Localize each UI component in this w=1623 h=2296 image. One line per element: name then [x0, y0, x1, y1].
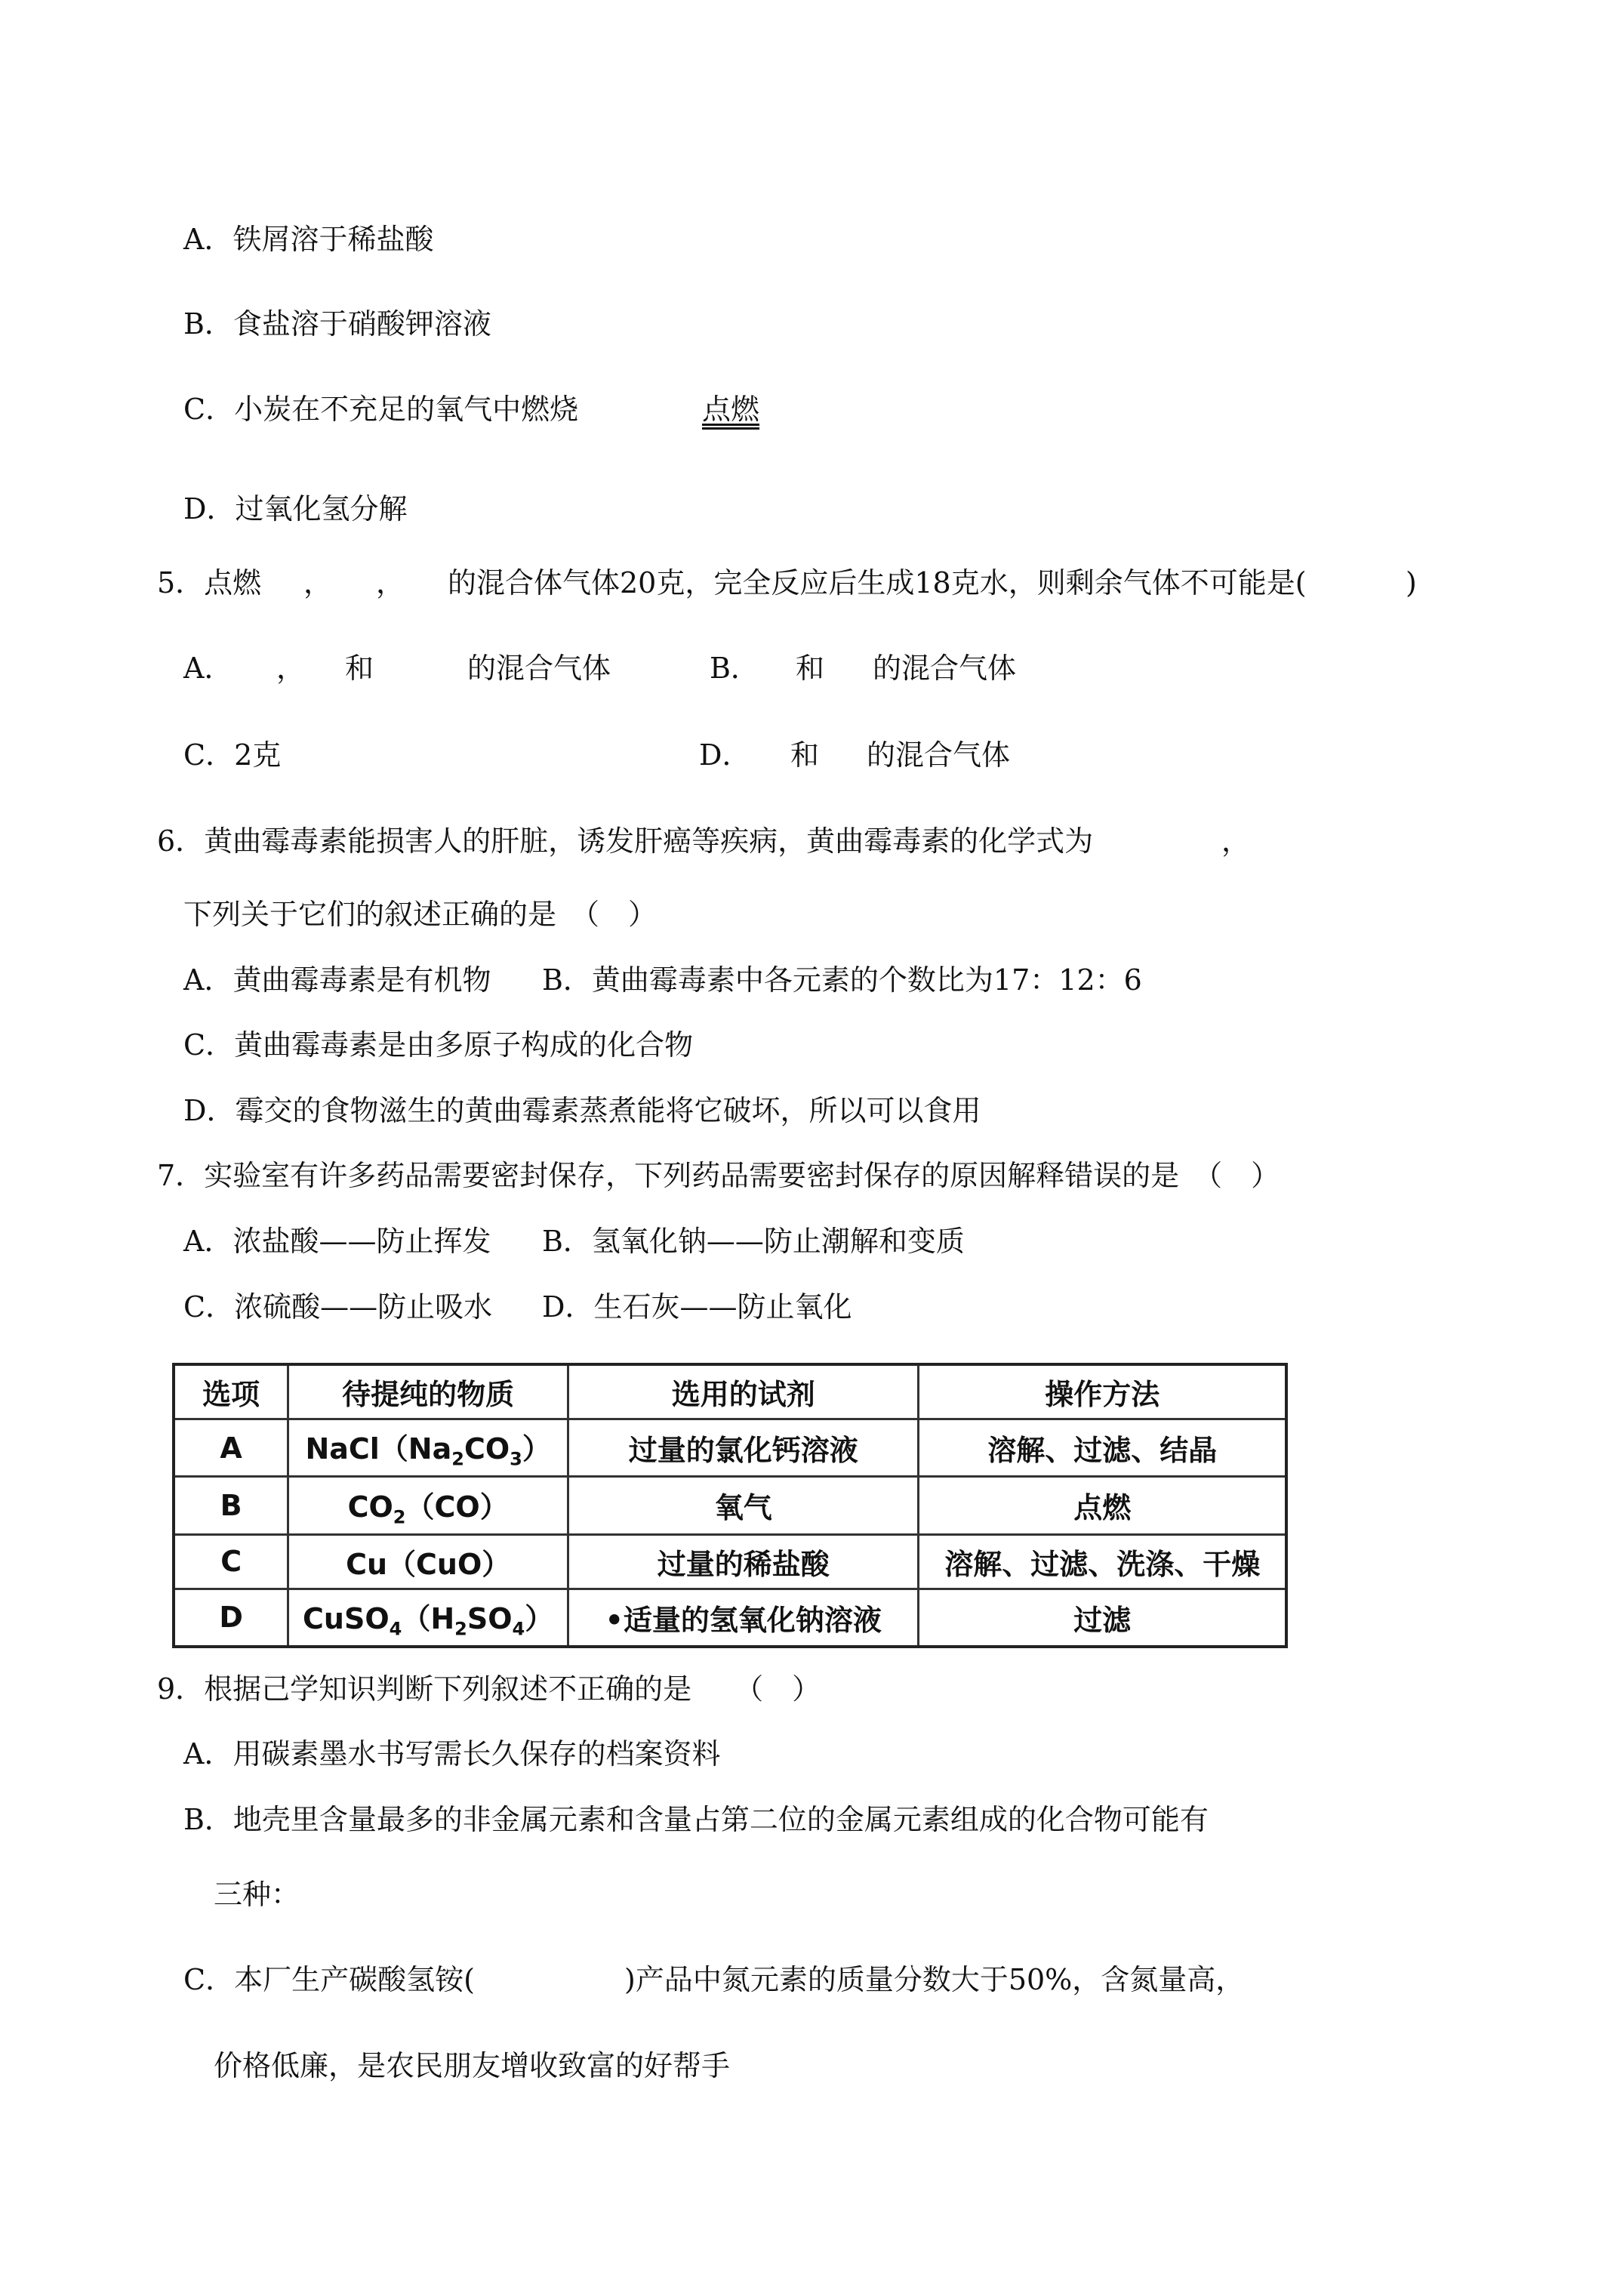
q9-option-a: A．用碳素墨水书写需长久保存的档案资料	[183, 1737, 721, 1771]
table-header-reagent: 选用的试剂	[568, 1364, 919, 1419]
q7-option-a: A．浓盐酸——防止挥发	[183, 1225, 491, 1258]
q4-option-a: A．铁屑溶于稀盐酸	[183, 223, 434, 256]
q7-option-c: C．浓硫酸——防止吸水	[183, 1290, 493, 1324]
table-header-row	[174, 1364, 1286, 1419]
q7-option-b: B．氢氧化钠——防止潮解和变质	[542, 1225, 965, 1258]
table-cell-reagent: 过量的氯化钙溶液	[568, 1419, 919, 1476]
table-cell-reagent: •适量的氢氧化钠溶液	[568, 1589, 919, 1647]
table-cell-method: 过滤	[919, 1589, 1286, 1647]
q7-stem: 7．实验室有许多药品需要密封保存，下列药品需要密封保存的原因解释错误的是 （ ）	[157, 1159, 1280, 1192]
table-cell-option: C	[174, 1534, 288, 1589]
q5-stem-part1: 5．点燃	[157, 566, 262, 599]
table-header-substance: 待提纯的物质	[288, 1364, 568, 1419]
q5-stem-comma2: ，	[376, 566, 405, 599]
q6-option-c: C．黄曲霉毒素是由多原子构成的化合物	[183, 1028, 694, 1062]
q9-stem: 9．根据己学知识判断下列叙述不正确的是 （ ）	[157, 1672, 821, 1706]
q5-stem-comma1: ，	[303, 566, 333, 599]
q5-stem-paren: )	[1406, 566, 1417, 599]
table-row	[174, 1419, 1286, 1476]
q6-option-a: A．黄曲霉毒素是有机物	[183, 963, 491, 997]
purification-table	[172, 1363, 1288, 1648]
table-cell-option: A	[174, 1419, 288, 1476]
q5-option-c: C．2克	[183, 738, 282, 772]
table-cell-substance: $CuSO_4(H_2SO_4)$	[288, 1589, 568, 1647]
q9-option-b: B．地壳里含量最多的非金属元素和含量占第二位的金属元素组成的化合物可能有	[183, 1803, 1209, 1836]
table-cell-option: B	[174, 1477, 288, 1534]
table-cell-substance: $CO_2(CO)$	[288, 1477, 568, 1534]
table-header-method: 操作方法	[919, 1364, 1286, 1419]
table-cell-substance: Cu（CuO）	[288, 1534, 568, 1589]
q6-stem-line2: 下列关于它们的叙述正确的是 （ ）	[183, 898, 658, 931]
table-cell-reagent: 氧气	[568, 1477, 919, 1534]
table-cell-substance: $NaCl(Na_2CO_3)$	[288, 1419, 568, 1476]
table-row	[174, 1477, 1286, 1534]
table-cell-option: D	[174, 1589, 288, 1647]
q4-option-c: C．小炭在不充足的氧气中燃烧	[183, 393, 579, 426]
table-cell-method: 点燃	[919, 1477, 1286, 1534]
q6-option-d: D．霉交的食物滋生的黄曲霉素蒸煮能将它破坏，所以可以食用	[183, 1094, 981, 1127]
q6-option-b: B．黄曲霉毒素中各元素的个数比为17：12：6	[542, 963, 1142, 997]
q4-reaction-condition: 点燃	[702, 393, 760, 426]
table-row	[174, 1589, 1286, 1647]
q5-stem-part2: 的混合体气体20克，完全反应后生成18克水，则剩余气体不可能是(	[448, 566, 1307, 599]
table-cell-method: 溶解、过滤、洗涤、干燥	[919, 1534, 1286, 1589]
table-cell-method: 溶解、过滤、结晶	[919, 1419, 1286, 1476]
q4-option-d: D．过氧化氢分解	[183, 492, 408, 525]
table-cell-reagent: 过量的稀盐酸	[568, 1534, 919, 1589]
q7-option-d: D．生石灰——防止氧化	[542, 1290, 852, 1324]
q4-option-b: B．食盐溶于硝酸钾溶液	[183, 307, 491, 341]
table-header-option: 选项	[174, 1364, 288, 1419]
q9-option-b-line2: 三种：	[214, 1878, 300, 1911]
table-row	[174, 1534, 1286, 1589]
q9-option-c-line2: 价格低廉，是农民朋友增收致富的好帮手	[214, 2049, 731, 2082]
